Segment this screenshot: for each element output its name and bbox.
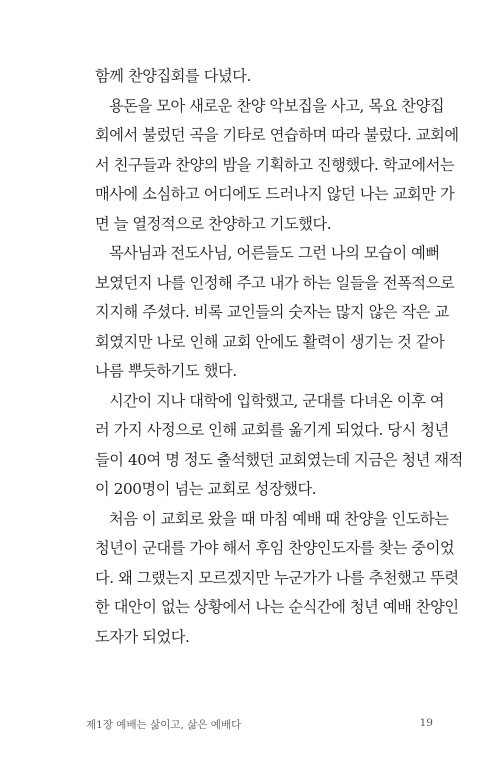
text-line: 나름 뿌듯하기도 했다. bbox=[95, 362, 237, 380]
text-line: 회에서 불렀던 곡을 기타로 연습하며 따라 불렀다. 교회에 bbox=[95, 126, 459, 144]
text-line: 회였지만 나로 인해 교회 안에도 활력이 생기는 것 같아 bbox=[95, 332, 445, 351]
text-line: 서 친구들과 찬양의 밤을 기획하고 진행했다. 학교에서는 bbox=[95, 155, 455, 174]
text-line: 들이 40여 명 정도 출석했던 교회였는데 지금은 청년 재적 bbox=[95, 450, 463, 469]
text-line: 면 늘 열정적으로 찬양하고 기도했다. bbox=[95, 214, 332, 233]
text-line: 청년이 군대를 가야 해서 후임 찬양인도자를 찾는 중이었 bbox=[95, 539, 455, 557]
text-line: 시간이 지나 대학에 입학했고, 군대를 다녀온 이후 여 bbox=[109, 391, 445, 410]
chapter-title: 제1장 예배는 삶이고, 삶은 예배다 bbox=[86, 719, 242, 731]
text-line: 처음 이 교회로 왔을 때 마침 예배 때 찬양을 인도하는 bbox=[109, 509, 449, 528]
body-text bbox=[95, 62, 463, 652]
text-line: 다. 왜 그랬는지 모르겠지만 누군가가 나를 추천했고 뚜렷 bbox=[95, 568, 459, 587]
text-line: 러 가지 사정으로 인해 교회를 옮기게 되었다. 당시 청년 bbox=[95, 421, 449, 439]
text-line: 매사에 소심하고 어디에도 드러나지 않던 나는 교회만 가 bbox=[95, 185, 455, 203]
page-number: 19 bbox=[419, 717, 433, 729]
text-line: 한 대안이 없는 상황에서 나는 순식간에 청년 예배 찬양인 bbox=[95, 598, 459, 616]
text-line: 목사님과 전도사님, 어른들도 그런 나의 모습이 예뻐 bbox=[109, 244, 440, 262]
text-line: 도자가 되었다. bbox=[95, 627, 190, 646]
text-line: 이 200명이 넘는 교회로 성장했다. bbox=[95, 480, 317, 498]
text-line: 보였던지 나를 인정해 주고 내가 하는 일들을 전폭적으로 bbox=[95, 273, 455, 292]
text-line: 용돈을 모아 새로운 찬양 악보집을 사고, 목요 찬양집 bbox=[109, 96, 445, 115]
text-line: 지지해 주셨다. 비록 교인들의 숫자는 많지 않은 작은 교 bbox=[95, 303, 449, 321]
text-line: 함께 찬양집회를 다녔다. bbox=[95, 67, 251, 85]
